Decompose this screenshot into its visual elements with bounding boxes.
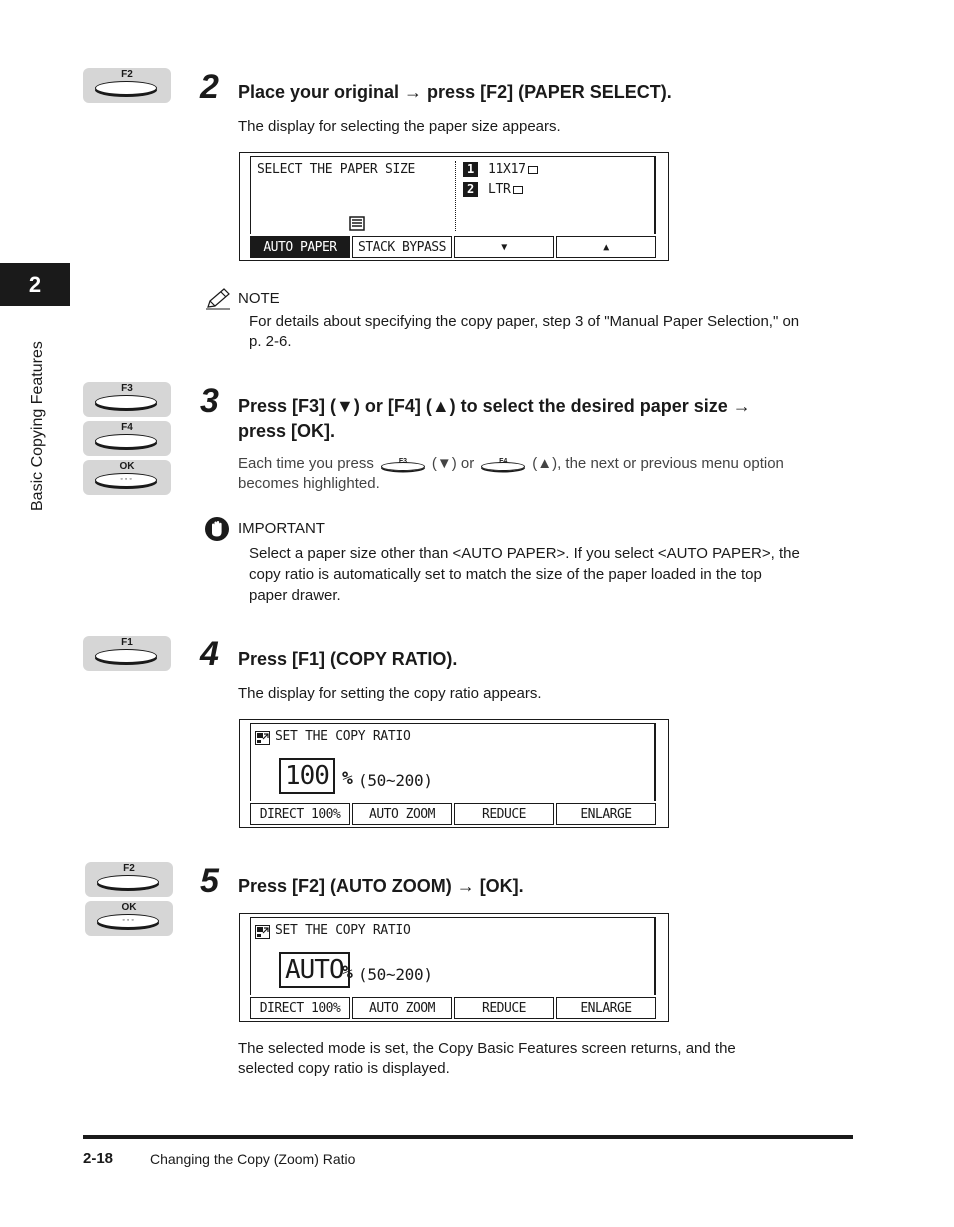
softkey-reduce: REDUCE <box>454 997 554 1019</box>
key-f3 <box>83 382 171 417</box>
key-f1 <box>83 636 171 671</box>
key-button-icon <box>95 81 157 95</box>
lcd-screen <box>250 723 656 801</box>
lcd-screen <box>250 156 656 234</box>
step-number: 2 <box>200 68 219 106</box>
lcd-prompt: SET THE COPY RATIO <box>275 729 411 744</box>
step-number: 3 <box>200 382 219 420</box>
inline-key-oval <box>481 462 525 471</box>
pencil-icon <box>204 287 232 316</box>
zoom-ratio-icon <box>255 924 270 943</box>
important-text-line2: copy ratio is automatically set to match the size of the paper loaded in the top <box>249 566 762 583</box>
percent-sign: % <box>342 962 353 983</box>
key-dots-icon: ◦◦◦ <box>122 917 136 924</box>
option-label: LTR <box>488 182 511 197</box>
step-title: Press [F1] (COPY RATIO). <box>238 649 458 669</box>
key-f2 <box>85 862 173 897</box>
page-number: 2-18 <box>83 1150 114 1167</box>
step-number: 4 <box>200 635 219 673</box>
key-button-icon <box>97 875 159 889</box>
softkey-auto-paper: AUTO PAPER <box>250 236 350 258</box>
key-ok <box>83 460 171 495</box>
step-title-line2: press [OK]. <box>238 421 336 441</box>
key-label: F2 <box>123 863 135 874</box>
lcd-softkeys <box>250 803 656 825</box>
paper-option-2 <box>463 182 523 197</box>
key-button-icon <box>95 395 157 409</box>
footer-rule <box>83 1135 853 1139</box>
key-label: F2 <box>121 69 133 80</box>
desc-text: (▲), the next or previous menu option <box>532 455 784 472</box>
lcd-divider <box>455 161 456 231</box>
key-dots-icon: ◦◦◦ <box>120 476 134 483</box>
step-title: Press [F2] (AUTO ZOOM) → [OK]. <box>238 876 524 896</box>
lcd-paper-select <box>239 152 669 261</box>
key-label: F4 <box>121 422 133 433</box>
softkey-auto-zoom: AUTO ZOOM <box>352 803 452 825</box>
step-title-line1: Press [F3] (▼) or [F4] (▲) to select the desired paper size → <box>238 396 751 416</box>
step-description: The display for selecting the paper size appears. <box>238 118 561 135</box>
softkey-reduce: REDUCE <box>454 803 554 825</box>
option-label: 11X17 <box>488 162 526 177</box>
key-label: OK <box>119 461 135 472</box>
softkey-up-arrow-icon: ▲ <box>556 236 656 258</box>
softkey-stack-bypass: STACK BYPASS <box>352 236 452 258</box>
desc-text: (▼) or <box>431 455 475 472</box>
key-button-icon <box>95 649 157 663</box>
lcd-softkeys <box>250 997 656 1019</box>
zoom-ratio-icon <box>255 730 270 749</box>
softkey-enlarge: ENLARGE <box>556 997 656 1019</box>
important-text-line3: paper drawer. <box>249 587 341 604</box>
ratio-range: (50~200) <box>358 965 433 984</box>
lcd-prompt: SET THE COPY RATIO <box>275 923 411 938</box>
inline-key-oval <box>381 462 425 471</box>
hand-stop-icon <box>204 516 230 547</box>
key-label: F3 <box>121 383 133 394</box>
key-f2 <box>83 68 171 103</box>
ratio-range: (50~200) <box>358 771 433 790</box>
lcd-screen <box>250 917 656 995</box>
key-label: OK <box>121 902 137 913</box>
chapter-tab: 2 <box>0 263 70 306</box>
ratio-value-box: 100 <box>279 758 335 794</box>
step-description-line2: becomes highlighted. <box>238 475 380 492</box>
landscape-orientation-icon <box>528 166 538 174</box>
paper-option-1 <box>463 162 538 177</box>
inline-f3-key-icon <box>379 454 427 474</box>
step-number: 5 <box>200 862 219 900</box>
important-label: IMPORTANT <box>238 520 325 537</box>
note-text-line1: For details about specifying the copy paper, step 3 of "Manual Paper Selection," on <box>249 313 800 330</box>
note-text-line2: p. 2-6. <box>249 333 292 350</box>
softkey-enlarge: ENLARGE <box>556 803 656 825</box>
key-label: F1 <box>121 637 133 648</box>
ratio-value-box: AUTO <box>279 952 350 988</box>
option-index: 1 <box>463 162 478 177</box>
inline-key-label: F3 <box>398 458 407 465</box>
inline-key-label: F4 <box>499 458 508 465</box>
key-ok <box>85 901 173 936</box>
softkey-direct-100: DIRECT 100% <box>250 997 350 1019</box>
softkey-direct-100: DIRECT 100% <box>250 803 350 825</box>
step-description-line1: The selected mode is set, the Copy Basic Features screen returns, and the <box>238 1040 736 1057</box>
desc-text: Each time you press <box>238 455 374 472</box>
lcd-prompt: SELECT THE PAPER SIZE <box>257 162 416 177</box>
step-description: The display for setting the copy ratio appears. <box>238 685 542 702</box>
step-description-line2: selected copy ratio is displayed. <box>238 1060 450 1077</box>
paper-drawer-icon <box>349 216 365 235</box>
step-title: Place your original → press [F2] (PAPER SELECT). <box>238 82 672 102</box>
note-label: NOTE <box>238 290 280 307</box>
important-text-line1: Select a paper size other than <AUTO PAPER>. If you select <AUTO PAPER>, the <box>249 545 800 562</box>
step-description-line1 <box>238 454 784 474</box>
landscape-orientation-icon <box>513 186 523 194</box>
key-button-icon <box>95 434 157 448</box>
lcd-copy-ratio-auto <box>239 913 669 1022</box>
percent-sign: % <box>342 768 353 789</box>
chapter-side-label: Basic Copying Features <box>29 341 46 511</box>
lcd-softkeys <box>250 236 656 258</box>
softkey-auto-zoom: AUTO ZOOM <box>352 997 452 1019</box>
softkey-down-arrow-icon: ▼ <box>454 236 554 258</box>
footer-section-title: Changing the Copy (Zoom) Ratio <box>150 1151 356 1167</box>
lcd-copy-ratio-100 <box>239 719 669 828</box>
option-index: 2 <box>463 182 478 197</box>
inline-f4-key-icon <box>479 454 527 474</box>
key-f4 <box>83 421 171 456</box>
